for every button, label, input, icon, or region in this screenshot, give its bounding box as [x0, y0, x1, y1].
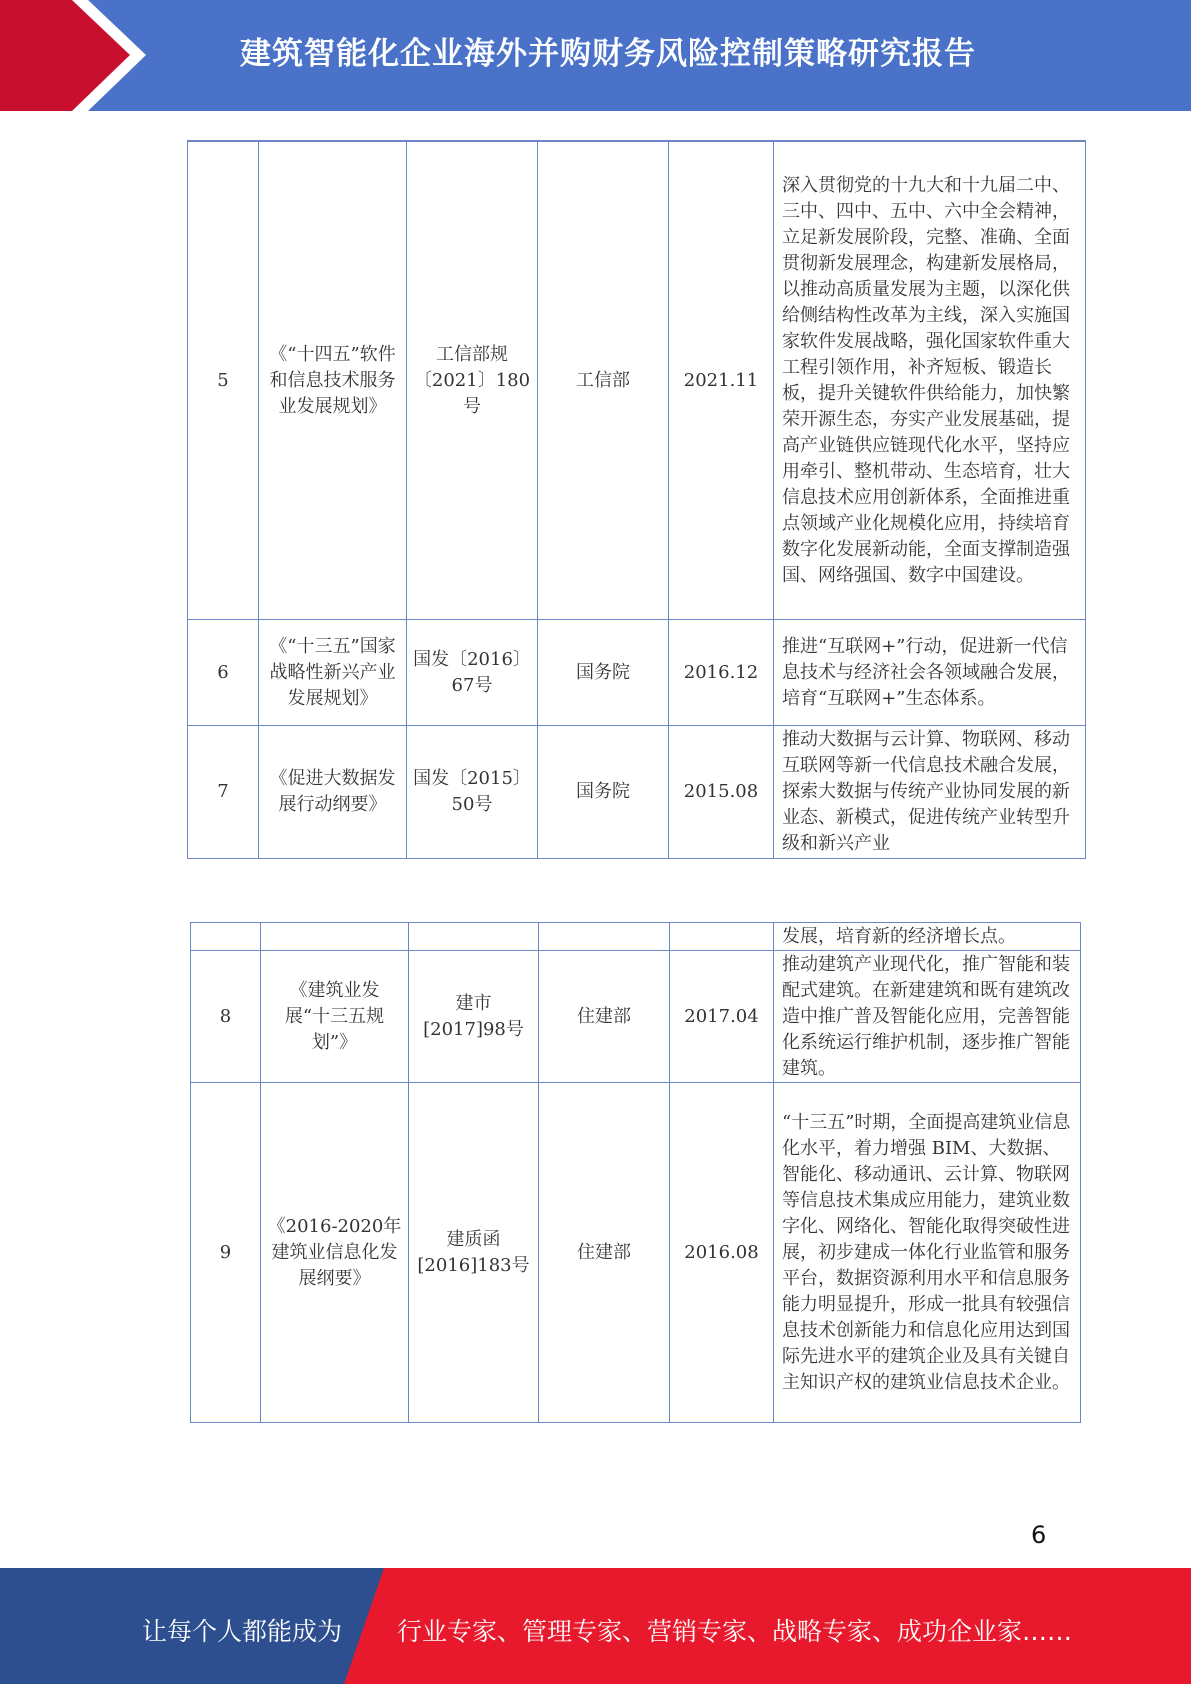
policy-table-part-2 [190, 922, 1081, 1423]
document-number: 建市[2017]98号 [409, 951, 539, 1083]
policy-table-part-1 [187, 140, 1086, 859]
policy-content-continuation: 发展，培育新的经济增长点。 [774, 923, 1081, 951]
row-number: 7 [188, 726, 259, 859]
issue-date: 2017.04 [670, 951, 774, 1083]
table-row [191, 1083, 1081, 1423]
policy-content: 推进“互联网+”行动，促进新一代信息技术与经济社会各领域融合发展，培育“互联网+”生态体系。 [774, 620, 1086, 726]
policy-content: 推动建筑产业现代化，推广智能和装配式建筑。在新建建筑和既有建筑改造中推广普及智能化应用，完善智能化系统运行维护机制，逐步推广智能建筑。 [774, 951, 1081, 1083]
document-number: 工信部规〔2021〕180号 [407, 142, 538, 620]
issuing-agency: 住建部 [539, 1083, 670, 1423]
issue-date: 2021.11 [669, 142, 774, 620]
page-footer [0, 1568, 1191, 1684]
page-header [0, 0, 1191, 111]
table-row [188, 142, 1086, 620]
policy-name: 《“十三五”国家战略性新兴产业发展规划》 [259, 620, 407, 726]
table-row [191, 951, 1081, 1083]
row-number: 8 [191, 951, 261, 1083]
policy-name: 《建筑业发展“十三五规划”》 [261, 951, 409, 1083]
issue-date: 2016.08 [670, 1083, 774, 1423]
footer-slogan-right: 行业专家、管理专家、营销专家、战略专家、成功企业家…… [397, 1617, 1073, 1646]
row-number: 6 [188, 620, 259, 726]
header-chevron-logo [0, 0, 160, 111]
table-row [188, 620, 1086, 726]
issuing-agency: 国务院 [538, 620, 669, 726]
footer-slogan-left: 让每个人都能成为 [142, 1617, 343, 1646]
document-number: 建质函[2016]183号 [409, 1083, 539, 1423]
row-number: 9 [191, 1083, 261, 1423]
page-title: 建筑智能化企业海外并购财务风险控制策略研究报告 [240, 36, 976, 72]
issuing-agency: 国务院 [538, 726, 669, 859]
policy-name: 《“十四五”软件和信息技术服务业发展规划》 [259, 142, 407, 620]
policy-content: “十三五”时期，全面提高建筑业信息化水平，着力增强 BIM、大数据、智能化、移动通讯、云计算、物联网等信息技术集成应用能力，建筑业数字化、网络化、智能化取得突破性进展，初步建成一体化行业监管和服务平台，数据资源利用水平和信息服务能力明显提升，形成一批具有较强信息技术创新能力和信息化应用达到国际先进水平的建筑企业及具有关键自主知识产权的建筑业信息技术企业。 [774, 1083, 1081, 1423]
row-number: 5 [188, 142, 259, 620]
document-number: 国发〔2015〕50号 [407, 726, 538, 859]
issue-date: 2015.08 [669, 726, 774, 859]
page-number: 6 [1031, 1521, 1047, 1549]
policy-content: 深入贯彻党的十九大和十九届二中、三中、四中、五中、六中全会精神，立足新发展阶段，完整、准确、全面贯彻新发展理念，构建新发展格局，以推动高质量发展为主题，以深化供给侧结构性改革为主线，深入实施国家软件发展战略，强化国家软件重大工程引领作用，补齐短板、锻造长板，提升关键软件供给能力，加快繁荣开源生态，夯实产业发展基础，提高产业链供应链现代化水平，坚持应用牵引、整机带动、生态培育，壮大信息技术应用创新体系，全面推进重点领域产业化规模化应用，持续培育数字化发展新动能，全面支撑制造强国、网络强国、数字中国建设。 [774, 142, 1086, 620]
policy-name: 《促进大数据发展行动纲要》 [259, 726, 407, 859]
policy-name: 《2016-2020年建筑业信息化发展纲要》 [261, 1083, 409, 1423]
table-row-continuation [191, 923, 1081, 951]
policy-content: 推动大数据与云计算、物联网、移动互联网等新一代信息技术融合发展，探索大数据与传统产业协同发展的新业态、新模式，促进传统产业转型升级和新兴产业 [774, 726, 1086, 859]
document-number: 国发〔2016〕67号 [407, 620, 538, 726]
issuing-agency: 工信部 [538, 142, 669, 620]
table-row [188, 726, 1086, 859]
issue-date: 2016.12 [669, 620, 774, 726]
issuing-agency: 住建部 [539, 951, 670, 1083]
